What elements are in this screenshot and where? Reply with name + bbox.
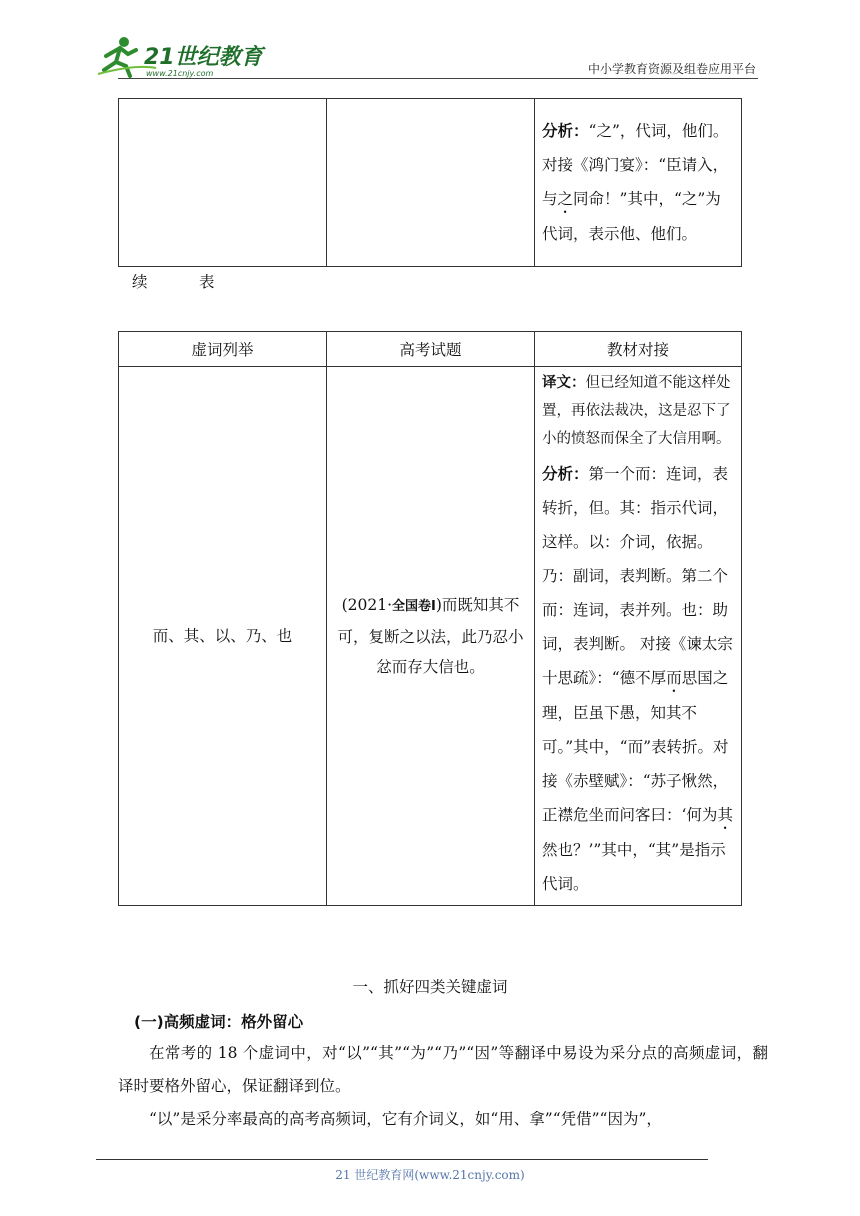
table-header-row — [119, 332, 742, 367]
translation-text: 但已经知道不能这样处置，再依法裁决，这是忍下了小的愤怒而保全了大信用啊。 — [542, 375, 731, 447]
emphasis-char: 而 — [666, 669, 682, 687]
emphasis-char: 之 — [557, 190, 574, 208]
translation-block — [542, 369, 734, 453]
table-cell-exam — [327, 367, 535, 906]
analysis-text-3: 然也？’”其中，“其”是指示代词。 — [542, 841, 726, 893]
analysis-text-2: 思国之理，臣虽下愚，知其不可。”其中，“而”表转折。对接《赤壁赋》：“苏子愀然，正襟危坐而问客曰：‘何为 — [542, 669, 729, 824]
svg-text:www.21cnjy.com: www.21cnjy.com — [146, 69, 214, 78]
table-cell-words — [119, 99, 327, 267]
table-part-1 — [118, 98, 742, 267]
analysis-text-b: 同命！”其中，“之”为代词，表示他、他们。 — [542, 190, 721, 243]
analysis-block — [542, 457, 734, 901]
analysis-text-a: “之”，代词，他们。对接《鸿门宴》：“臣请入，与 — [542, 122, 729, 208]
subsection-title: (一)高频虚词：格外留心 — [134, 1013, 304, 1031]
platform-name: 中小学教育资源及组卷应用平台 — [587, 62, 756, 76]
footer-divider — [96, 1159, 708, 1160]
column-header-textbook: 教材对接 — [535, 332, 742, 367]
paragraph: 在常考的 18 个虚词中，对“以”“其”“为”“乃”“因”等翻译中易设为采分点的高频虚词，翻译时要格外留心，保证翻译到位。 — [118, 1044, 768, 1095]
paragraph: “以”是采分率最高的高考高频词，它有介词义，如“用、拿”“凭借”“因为”， — [149, 1110, 662, 1128]
table-cell-words — [119, 367, 327, 906]
translation-label: 译文： — [542, 375, 586, 391]
site-logo — [96, 34, 266, 82]
table-part-2 — [118, 331, 742, 906]
table-row — [119, 367, 742, 906]
footer-link[interactable]: 21 世纪教育网(www.21cnjy.com) — [335, 1168, 525, 1182]
table-cell-exam — [327, 99, 535, 267]
table-row — [119, 99, 742, 267]
table-cell-textbook — [535, 99, 742, 267]
header-divider — [118, 78, 758, 79]
continued-table-label: 续 表 — [132, 273, 233, 291]
svg-text:21世纪教育: 21世纪教育 — [144, 45, 263, 70]
analysis-label: 分析： — [542, 122, 589, 140]
analysis-text: 第一个而：连词，表转折，但。其：指示代词，这样。以：介词，依据。 乃：副词，表判断。第二个而：连词，表并列。也：助词，表判断。 对接《谏太宗十思疏》：“德不厚 — [542, 465, 733, 687]
column-header-words: 虚词列举 — [119, 332, 327, 367]
exam-text: )而既知其不可，复断之以法，此乃忍小忿而存大信也。 — [337, 596, 524, 676]
emphasis-char: 其 — [717, 806, 733, 824]
exam-prefix: (2021· — [341, 596, 392, 614]
table-cell-textbook — [535, 367, 742, 906]
analysis-label: 分析： — [542, 465, 589, 483]
runner-logo-icon — [96, 34, 266, 82]
column-header-exam: 高考试题 — [327, 332, 535, 367]
exam-source: 全国卷Ⅰ — [392, 599, 436, 614]
section-title: 一、抓好四类关键虚词 — [352, 978, 508, 996]
function-words: 而、其、以、乃、也 — [152, 627, 293, 645]
